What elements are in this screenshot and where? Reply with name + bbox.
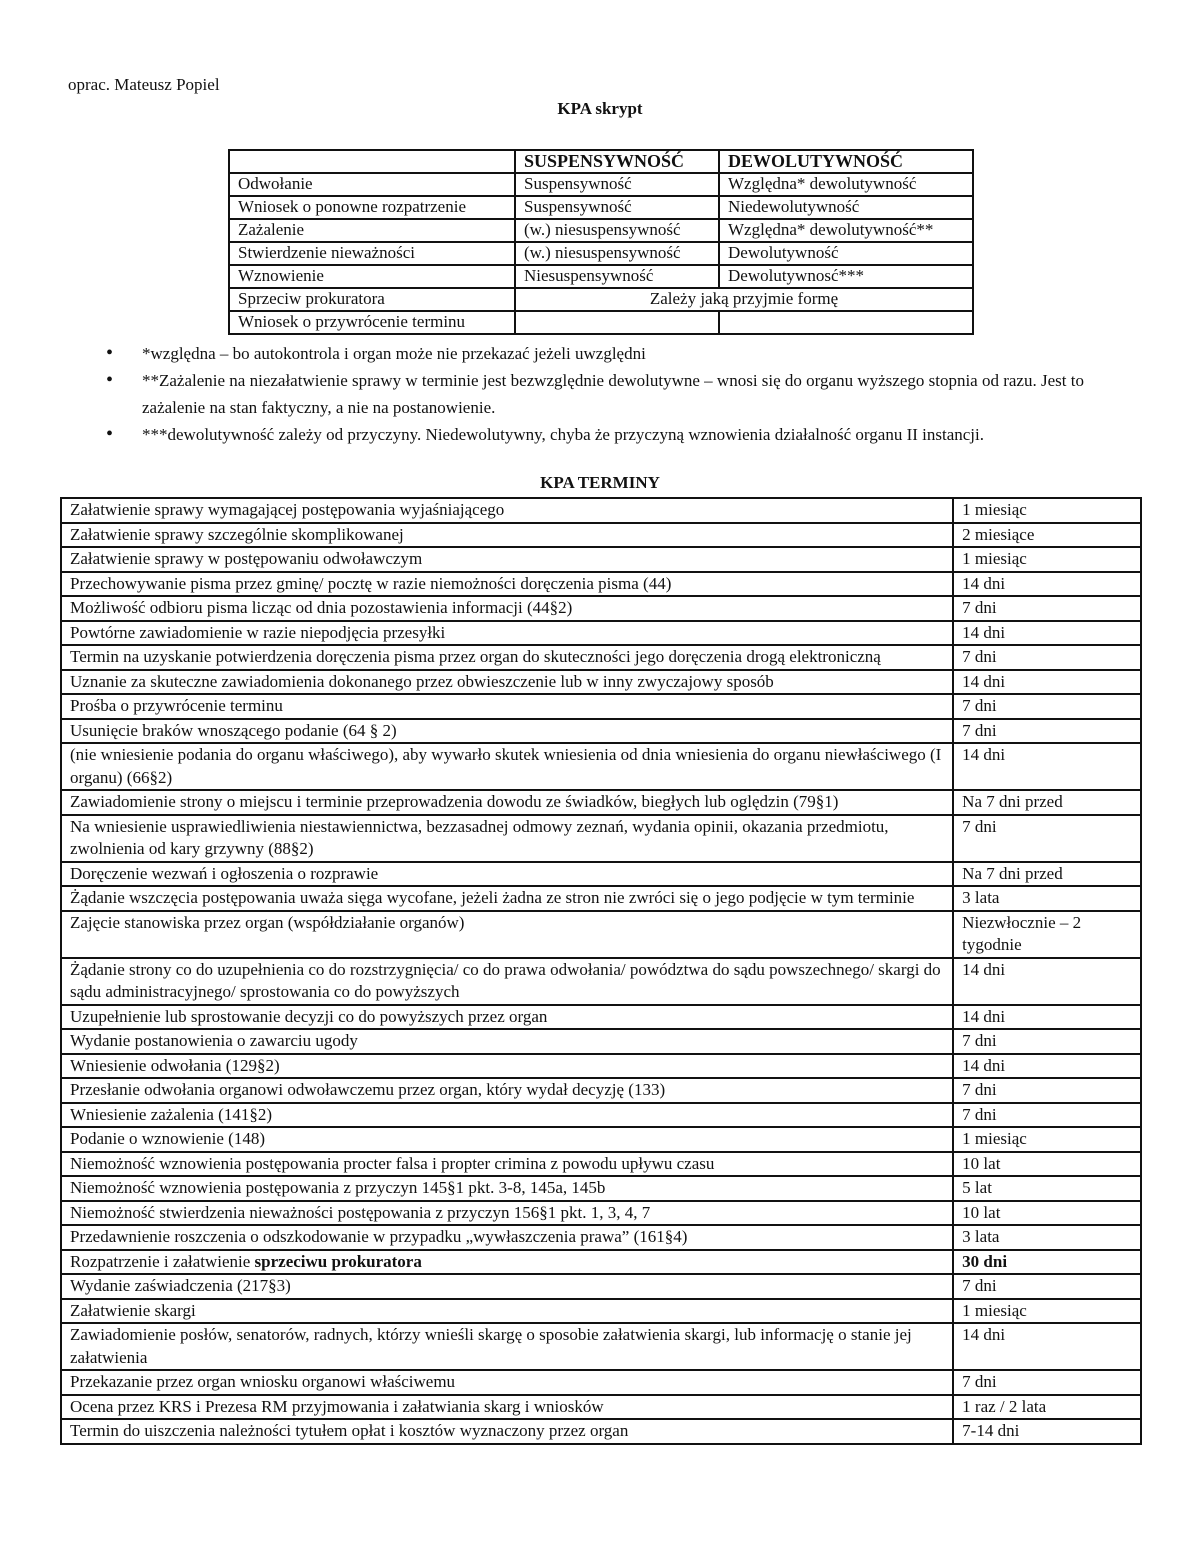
deadline-description: Na wniesienie usprawiedliwienia niestawiennictwa, bezzasadnej odmowy zeznań, wydania opinii, okazania przedmiotu, zwolnienia od kary grzywny (88§2)	[61, 815, 953, 862]
table-row	[61, 1225, 1141, 1250]
deadline-period: 1 miesiąc	[953, 498, 1141, 523]
deadline-description: Wydanie postanowienia o zawarciu ugody	[61, 1029, 953, 1054]
deadline-description: Powtórne zawiadomienie w razie niepodjęcia przesyłki	[61, 621, 953, 646]
table-row	[61, 1103, 1141, 1128]
table-row	[61, 911, 1141, 958]
appeals-header-empty	[229, 150, 515, 173]
deadline-period: 14 dni	[953, 670, 1141, 695]
deadline-period: 7 dni	[953, 815, 1141, 862]
deadline-description: Zawiadomienie posłów, senatorów, radnych, którzy wnieśli skargę o sposobie załatwienia skargi, lub informację o stanie jej załatwienia	[61, 1323, 953, 1370]
appeals-cell: Niedewolutywność	[719, 196, 973, 219]
deadline-period: 2 miesiące	[953, 523, 1141, 548]
deadline-period: 14 dni	[953, 1005, 1141, 1030]
table-row	[61, 1299, 1141, 1324]
deadline-description: Doręczenie wezwań i ogłoszenia o rozprawie	[61, 862, 953, 887]
deadline-description: Przedawnienie roszczenia o odszkodowanie w przypadku „wywłaszczenia prawa” (161§4)	[61, 1225, 953, 1250]
table-row	[61, 596, 1141, 621]
appeals-cell: Suspensywność	[515, 196, 719, 219]
appeals-header-row	[229, 150, 973, 173]
appeals-cell: Wniosek o ponowne rozpatrzenie	[229, 196, 515, 219]
table-row	[61, 694, 1141, 719]
appeals-merged-row	[229, 288, 973, 311]
deadline-period: 7 dni	[953, 1274, 1141, 1299]
table-row	[61, 743, 1141, 790]
deadline-period: 14 dni	[953, 743, 1141, 790]
appeals-row	[229, 265, 973, 288]
table-row	[61, 815, 1141, 862]
deadline-period: 7 dni	[953, 1370, 1141, 1395]
deadline-period: 1 raz / 2 lata	[953, 1395, 1141, 1420]
table-row	[61, 1152, 1141, 1177]
appeals-cell: Suspensywność	[515, 173, 719, 196]
appeals-header-suspensive: SUSPENSYWNOŚĆ	[515, 150, 719, 173]
deadline-description: Żądanie strony co do uzupełnienia co do rozstrzygnięcia/ co do prawa odwołania/ powództwa do sądu powszechnego/ skargi do sądu administracyjnego/ sprostowania co do powyższych	[61, 958, 953, 1005]
deadlines-table	[60, 497, 1142, 1445]
deadline-description-text: Rozpatrzenie i załatwienie	[70, 1251, 255, 1271]
table-row	[61, 1054, 1141, 1079]
deadline-description: Przesłanie odwołania organowi odwoławczemu przez organ, który wydał decyzję (133)	[61, 1078, 953, 1103]
deadline-description: Niemożność wznowienia postępowania z przyczyn 145§1 pkt. 3-8, 145a, 145b	[61, 1176, 953, 1201]
deadline-period: 7 dni	[953, 1029, 1141, 1054]
appeals-cell: Wniosek o przywrócenie terminu	[229, 311, 515, 334]
deadline-period: 1 miesiąc	[953, 547, 1141, 572]
deadline-description: Prośba o przywrócenie terminu	[61, 694, 953, 719]
deadline-description: Wydanie zaświadczenia (217§3)	[61, 1274, 953, 1299]
appeals-cell: Względna* dewolutywność**	[719, 219, 973, 242]
appeals-row	[229, 311, 973, 334]
deadline-description: Załatwienie sprawy wymagającej postępowania wyjaśniającego	[61, 498, 953, 523]
deadlines-title: KPA TERMINY	[540, 473, 660, 492]
deadline-description: Załatwienie sprawy w postępowaniu odwoławczym	[61, 547, 953, 572]
bullet-icon: •	[106, 369, 114, 391]
table-row	[61, 862, 1141, 887]
deadline-description: Przekazanie przez organ wniosku organowi właściwemu	[61, 1370, 953, 1395]
appeals-cell-empty	[515, 311, 719, 334]
table-row	[61, 958, 1141, 1005]
table-row	[61, 670, 1141, 695]
appeals-cell-empty	[719, 311, 973, 334]
page-title: KPA skrypt	[557, 99, 643, 118]
deadline-period: 1 miesiąc	[953, 1127, 1141, 1152]
deadline-period: 30 dni	[953, 1250, 1141, 1275]
table-row	[61, 498, 1141, 523]
deadline-period: 1 miesiąc	[953, 1299, 1141, 1324]
note-item	[106, 340, 1136, 367]
deadline-period: 14 dni	[953, 958, 1141, 1005]
appeals-cell: Sprzeciw prokuratora	[229, 288, 515, 311]
table-row	[61, 1323, 1141, 1370]
appeals-header-devolutive: DEWOLUTYWNOŚĆ	[719, 150, 973, 173]
table-row	[61, 547, 1141, 572]
table-row	[61, 790, 1141, 815]
deadline-period: 7 dni	[953, 1103, 1141, 1128]
deadline-description: Ocena przez KRS i Prezesa RM przyjmowania i załatwiania skarg i wniosków	[61, 1395, 953, 1420]
bullet-icon: •	[106, 342, 114, 364]
table-row	[61, 886, 1141, 911]
deadline-period: Na 7 dni przed	[953, 862, 1141, 887]
deadline-description: Załatwienie sprawy szczególnie skomplikowanej	[61, 523, 953, 548]
appeals-cell: Odwołanie	[229, 173, 515, 196]
appeals-cell: (w.) niesuspensywność	[515, 219, 719, 242]
appeals-cell: (w.) niesuspensywność	[515, 242, 719, 265]
deadline-description: Podanie o wznowienie (148)	[61, 1127, 953, 1152]
table-row	[61, 645, 1141, 670]
deadline-description: Uznanie za skuteczne zawiadomienia dokonanego przez obwieszczenie lub w inny zwyczajowy sposób	[61, 670, 953, 695]
note-text: ***dewolutywność zależy od przyczyny. Niedewolutywny, chyba że przyczyną wznowienia działalność organu II instancji.	[142, 425, 984, 444]
appeals-cell: Niesuspensywność	[515, 265, 719, 288]
deadline-description	[61, 1250, 953, 1275]
deadline-description: Zajęcie stanowiska przez organ (współdziałanie organów)	[61, 911, 953, 958]
deadline-period: 7 dni	[953, 694, 1141, 719]
deadline-period: 10 lat	[953, 1152, 1141, 1177]
deadline-description: Przechowywanie pisma przez gminę/ pocztę w razie niemożności doręczenia pisma (44)	[61, 572, 953, 597]
appeals-row	[229, 219, 973, 242]
table-row	[61, 719, 1141, 744]
deadline-period: 10 lat	[953, 1201, 1141, 1226]
notes-list	[106, 340, 1136, 448]
deadline-description: Uzupełnienie lub sprostowanie decyzji co do powyższych przez organ	[61, 1005, 953, 1030]
deadline-period: 3 lata	[953, 886, 1141, 911]
appeals-row	[229, 196, 973, 219]
note-item	[106, 421, 1136, 448]
deadline-description-bold: sprzeciwu prokuratora	[254, 1251, 422, 1271]
deadline-description: Niemożność stwierdzenia nieważności postępowania z przyczyn 156§1 pkt. 1, 3, 4, 7	[61, 1201, 953, 1226]
appeals-cell: Względna* dewolutywność	[719, 173, 973, 196]
deadline-description: Usunięcie braków wnoszącego podanie (64 § 2)	[61, 719, 953, 744]
deadline-description: Wniesienie zażalenia (141§2)	[61, 1103, 953, 1128]
appeals-cell: Wznowienie	[229, 265, 515, 288]
author-line: oprac. Mateusz Popiel	[68, 75, 220, 94]
note-text: *względna – bo autokontrola i organ może nie przekazać jeżeli uwzględni	[142, 344, 646, 363]
appeals-cell: Stwierdzenie nieważności	[229, 242, 515, 265]
appeals-cell: Dewolutywnosć***	[719, 265, 973, 288]
table-row	[61, 1201, 1141, 1226]
deadline-description: Termin do uiszczenia należności tytułem opłat i kosztów wyznaczony przez organ	[61, 1419, 953, 1444]
deadline-period: 14 dni	[953, 572, 1141, 597]
deadline-description: Wniesienie odwołania (129§2)	[61, 1054, 953, 1079]
deadline-period: 7-14 dni	[953, 1419, 1141, 1444]
deadline-period: Na 7 dni przed	[953, 790, 1141, 815]
table-row	[61, 572, 1141, 597]
deadline-period: 7 dni	[953, 645, 1141, 670]
table-row	[61, 1370, 1141, 1395]
appeals-table	[228, 149, 974, 335]
note-text: **Zażalenie na niezałatwienie sprawy w terminie jest bezwzględnie dewolutywne – wnosi się do organu wyższego stopnia od razu. Jest to zażalenie na stan faktyczny, a nie na postanowienie.	[142, 371, 1084, 417]
deadline-description: Załatwienie skargi	[61, 1299, 953, 1324]
note-item	[106, 367, 1136, 421]
deadline-period: 7 dni	[953, 719, 1141, 744]
table-row	[61, 1395, 1141, 1420]
table-row	[61, 1005, 1141, 1030]
appeals-cell: Dewolutywność	[719, 242, 973, 265]
table-row	[61, 1127, 1141, 1152]
table-row	[61, 1029, 1141, 1054]
table-row	[61, 1176, 1141, 1201]
deadline-period: 14 dni	[953, 621, 1141, 646]
appeals-cell: Zażalenie	[229, 219, 515, 242]
deadline-description: (nie wniesienie podania do organu właściwego), aby wywarło skutek wniesienia od dnia wniesienia do organu niewłaściwego (I organu) (66§2)	[61, 743, 953, 790]
deadline-period: 3 lata	[953, 1225, 1141, 1250]
deadline-description: Termin na uzyskanie potwierdzenia doręczenia pisma przez organ do skuteczności jego doręczenia drogą elektroniczną	[61, 645, 953, 670]
deadline-description: Żądanie wszczęcia postępowania uważa sięga wycofane, jeżeli żadna ze stron nie zwróci się o jego podjęcie w tym terminie	[61, 886, 953, 911]
table-row	[61, 621, 1141, 646]
appeals-merged-cell: Zależy jaką przyjmie formę	[515, 288, 973, 311]
deadline-period: 14 dni	[953, 1323, 1141, 1370]
deadline-description: Możliwość odbioru pisma licząc od dnia pozostawienia informacji (44§2)	[61, 596, 953, 621]
deadline-period: 14 dni	[953, 1054, 1141, 1079]
table-row	[61, 1274, 1141, 1299]
deadline-description: Zawiadomienie strony o miejscu i terminie przeprowadzenia dowodu ze świadków, biegłych lub oględzin (79§1)	[61, 790, 953, 815]
bullet-icon: •	[106, 423, 114, 445]
deadline-period: 7 dni	[953, 596, 1141, 621]
appeals-row	[229, 242, 973, 265]
deadline-period: 5 lat	[953, 1176, 1141, 1201]
table-row	[61, 1078, 1141, 1103]
deadline-period: 7 dni	[953, 1078, 1141, 1103]
table-row	[61, 523, 1141, 548]
appeals-row	[229, 173, 973, 196]
table-row	[61, 1419, 1141, 1444]
table-row	[61, 1250, 1141, 1275]
deadline-description: Niemożność wznowienia postępowania procter falsa i propter crimina z powodu upływu czasu	[61, 1152, 953, 1177]
deadline-period: Niezwłocznie – 2 tygodnie	[953, 911, 1141, 958]
